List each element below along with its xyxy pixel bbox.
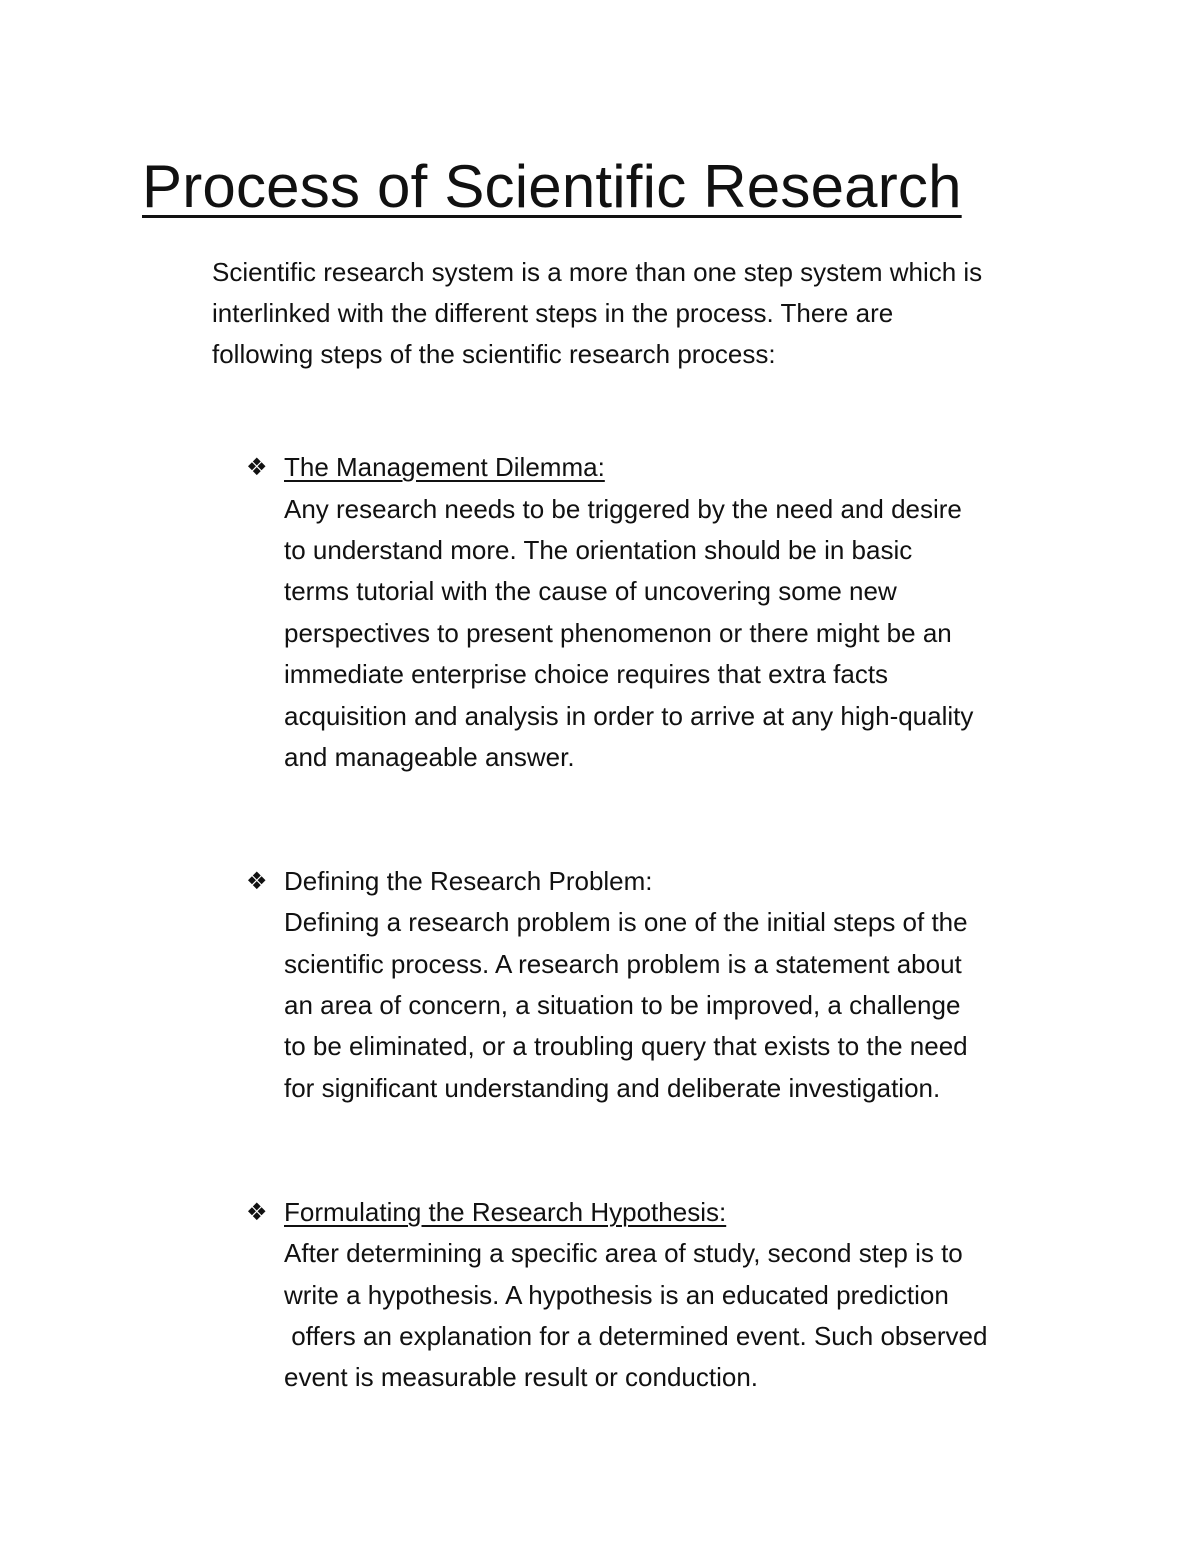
- section-body-line: for significant understanding and deliberate investigation.: [284, 1073, 941, 1103]
- section-body-line: an area of concern, a situation to be improved, a challenge: [284, 990, 961, 1020]
- section-body-line: scientific process. A research problem is a statement about: [284, 949, 962, 979]
- diamond-bullet-icon: ❖: [246, 454, 268, 481]
- section-body-line: offers an explanation for a determined event. Such observed: [284, 1321, 988, 1351]
- section-body-line: perspectives to present phenomenon or there might be an: [284, 618, 952, 648]
- intro-line: Scientific research system is a more than one step system which is: [212, 257, 983, 287]
- section-body-line: acquisition and analysis in order to arrive at any high-quality: [284, 701, 974, 731]
- section-body-line: Any research needs to be triggered by the need and desire: [284, 494, 962, 524]
- section-body-line: and manageable answer.: [284, 742, 575, 772]
- section-body-line: to understand more. The orientation should be in basic: [284, 535, 913, 565]
- page-title: Process of Scientific Research: [142, 153, 962, 220]
- section-body-line: After determining a specific area of study, second step is to: [284, 1238, 963, 1268]
- section-body-line: write a hypothesis. A hypothesis is an educated prediction: [284, 1280, 949, 1310]
- diamond-bullet-icon: ❖: [246, 868, 268, 895]
- section-body-line: event is measurable result or conduction.: [284, 1362, 759, 1392]
- section-heading: Defining the Research Problem:: [284, 866, 653, 896]
- section-body-line: Defining a research problem is one of the initial steps of the: [284, 907, 968, 937]
- intro-line: interlinked with the different steps in the process. There are: [212, 298, 894, 328]
- section-heading: The Management Dilemma:: [284, 452, 605, 482]
- section-body-line: terms tutorial with the cause of uncovering some new: [284, 576, 897, 606]
- section-body-line: immediate enterprise choice requires that extra facts: [284, 659, 889, 689]
- intro-line: following steps of the scientific research process:: [212, 339, 776, 369]
- diamond-bullet-icon: ❖: [246, 1199, 268, 1226]
- section-body-line: to be eliminated, or a troubling query that exists to the need: [284, 1031, 968, 1061]
- section-heading: Formulating the Research Hypothesis:: [284, 1197, 727, 1227]
